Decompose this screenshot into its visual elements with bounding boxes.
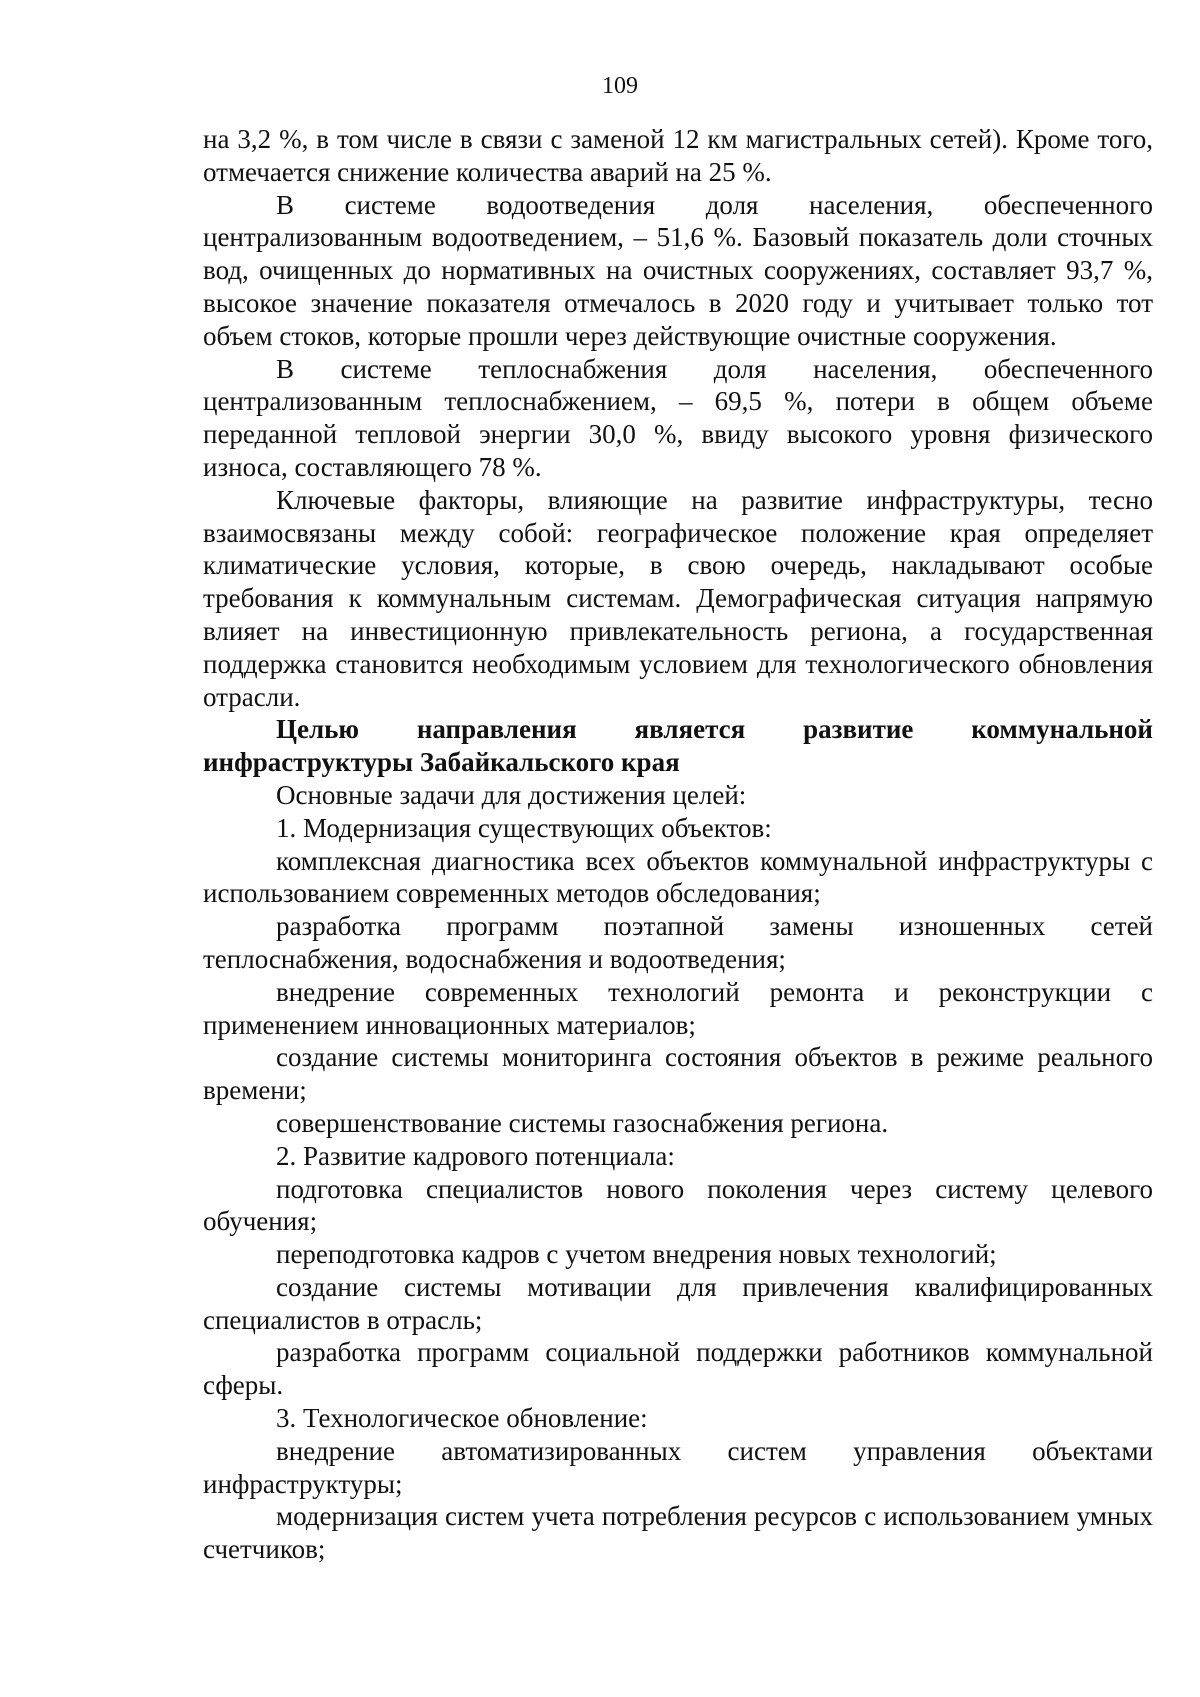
list-heading-personnel: 2. Развитие кадрового потенциала: xyxy=(276,1140,675,1171)
list-item: подготовка специалистов нового поколения через систему целевого обучения; xyxy=(203,1173,1153,1237)
paragraph-main-tasks: Основные задачи для достижения целей: xyxy=(276,779,747,810)
paragraph-sewerage: В системе водоотведения доля населения, обеспеченного централизованным водоотведением, – 51,6 %. Базовый показатель доли сточных вод, очищенных до нормативных на очистных сооружениях, составляет 93,7 %, высокое значение показателя отмечалось в 2020 году и учитывает только тот объем стоков, которые прошли через действующие очистные сооружения. xyxy=(203,189,1153,351)
paragraph-key-factors: Ключевые факторы, влияющие на развитие инфраструктуры, тесно взаимосвязаны между собой: географическое положение края определяет климатические условия, которые, в свою очередь, накладывают особые требования к коммунальным системам. Демографическая ситуация напрямую влияет на инвестиционную привлекательность региона, а государственная поддержка становится необходимым условием для технологического обновления отрасли. xyxy=(203,484,1153,712)
list-item: разработка программ социальной поддержки работников коммунальной сферы. xyxy=(203,1337,1153,1401)
list-item: создание системы мотивации для привлечения квалифицированных специалистов в отрасль; xyxy=(203,1271,1153,1335)
paragraph-goal-heading: Целью направления является развитие коммунальной инфраструктуры Забайкальского края xyxy=(203,714,1153,778)
list-item: совершенствование системы газоснабжения региона. xyxy=(276,1107,889,1138)
paragraph-heat-supply: В системе теплоснабжения доля населения, обеспеченного централизованным теплоснабжением, – 69,5 %, потери в общем объеме переданной тепловой энергии 30,0 %, ввиду высокого уровня физического износа, составляющего 78 %. xyxy=(203,353,1153,482)
list-item: переподготовка кадров с учетом внедрения новых технологий; xyxy=(276,1239,997,1270)
list-item: модернизация систем учета потребления ресурсов с использованием умных счетчиков; xyxy=(203,1501,1153,1565)
document-body xyxy=(203,123,1153,1566)
page-number: 109 xyxy=(602,73,638,99)
list-item: создание системы мониторинга состояния объектов в режиме реального времени; xyxy=(203,1042,1153,1106)
list-item: комплексная диагностика всех объектов коммунальной инфраструктуры с использованием современных методов обследования; xyxy=(203,845,1153,909)
list-heading-technology: 3. Технологическое обновление: xyxy=(276,1403,648,1434)
list-item: разработка программ поэтапной замены изношенных сетей теплоснабжения, водоснабжения и водоотведения; xyxy=(203,911,1153,974)
list-heading-modernization: 1. Модернизация существующих объектов: xyxy=(276,812,772,843)
list-item: внедрение современных технологий ремонта и реконструкции с применением инновационных материалов; xyxy=(203,976,1153,1040)
list-item: внедрение автоматизированных систем управления объектами инфраструктуры; xyxy=(203,1435,1153,1499)
paragraph-water-losses: на 3,2 %, в том числе в связи с заменой 12 км магистральных сетей). Кроме того, отмечается снижение количества аварий на 25 %. xyxy=(203,124,1153,187)
